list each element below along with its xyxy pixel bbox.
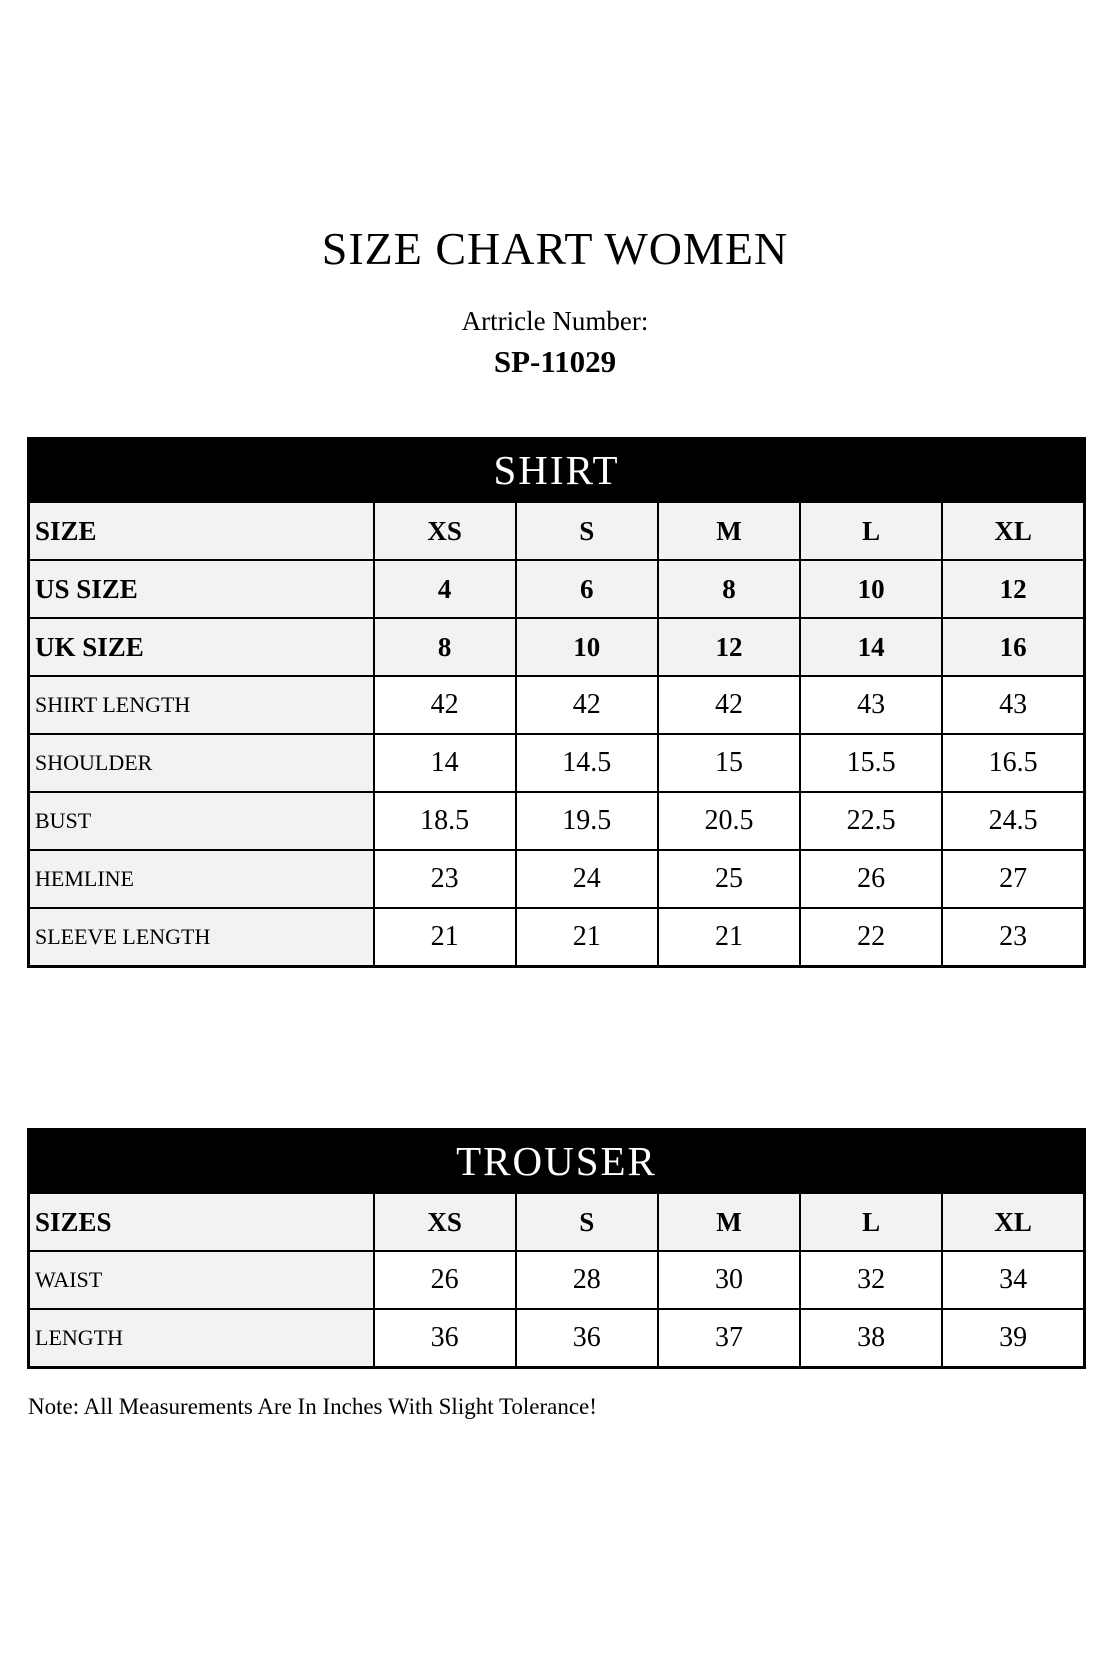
measurement-cell: 24.5: [942, 792, 1084, 850]
size-cell: S: [516, 1193, 658, 1252]
measurement-cell: 25: [658, 850, 800, 908]
measurement-cell: 28: [516, 1251, 658, 1309]
measurement-cell: 19.5: [516, 792, 658, 850]
table-row: [29, 502, 1085, 561]
row-label: SIZE: [29, 502, 374, 561]
measurements-note: Note: All Measurements Are In Inches With Slight Tolerance!: [28, 1394, 597, 1419]
measurement-cell: 14.5: [516, 734, 658, 792]
size-cell: M: [658, 1193, 800, 1252]
measurement-cell: 16.5: [942, 734, 1084, 792]
measurement-cell: 42: [374, 676, 516, 734]
size-cell: 14: [800, 618, 942, 676]
measurement-cell: 22.5: [800, 792, 942, 850]
row-label: SHOULDER: [29, 734, 374, 792]
measurement-cell: 26: [800, 850, 942, 908]
table-row: [29, 792, 1085, 850]
measurement-cell: 21: [658, 908, 800, 967]
measurement-cell: 21: [516, 908, 658, 967]
measurement-cell: 21: [374, 908, 516, 967]
size-cell: L: [800, 1193, 942, 1252]
size-cell: 10: [800, 560, 942, 618]
row-label: SHIRT LENGTH: [29, 676, 374, 734]
table-row: [29, 676, 1085, 734]
size-cell: XS: [374, 502, 516, 561]
measurement-cell: 43: [800, 676, 942, 734]
measurement-cell: 37: [658, 1309, 800, 1368]
size-cell: 12: [942, 560, 1084, 618]
measurement-cell: 22: [800, 908, 942, 967]
size-cell: 8: [374, 618, 516, 676]
measurement-cell: 15: [658, 734, 800, 792]
size-cell: XL: [942, 1193, 1084, 1252]
table-row: [29, 1309, 1085, 1368]
measurement-cell: 43: [942, 676, 1084, 734]
table-row: [29, 439, 1085, 502]
measurement-cell: 14: [374, 734, 516, 792]
measurement-cell: 38: [800, 1309, 942, 1368]
row-label: SLEEVE LENGTH: [29, 908, 374, 967]
shirt-size-table: [27, 437, 1086, 968]
size-cell: 10: [516, 618, 658, 676]
article-number-value: SP-11029: [493, 344, 617, 379]
row-label: UK SIZE: [29, 618, 374, 676]
size-cell: 4: [374, 560, 516, 618]
measurement-cell: 42: [658, 676, 800, 734]
size-cell: M: [658, 502, 800, 561]
size-cell: XL: [942, 502, 1084, 561]
shirt-table-title: SHIRT: [29, 439, 1085, 502]
table-row: [29, 850, 1085, 908]
measurement-cell: 30: [658, 1251, 800, 1309]
size-cell: L: [800, 502, 942, 561]
row-label: BUST: [29, 792, 374, 850]
trouser-size-table: [27, 1128, 1086, 1369]
table-row: [29, 908, 1085, 967]
measurement-cell: 26: [374, 1251, 516, 1309]
row-label: LENGTH: [29, 1309, 374, 1368]
measurement-cell: 18.5: [374, 792, 516, 850]
size-cell: 8: [658, 560, 800, 618]
row-label: HEMLINE: [29, 850, 374, 908]
measurement-cell: 20.5: [658, 792, 800, 850]
size-cell: 6: [516, 560, 658, 618]
measurement-cell: 23: [374, 850, 516, 908]
table-row: [29, 1193, 1085, 1252]
measurement-cell: 39: [942, 1309, 1084, 1368]
measurement-cell: 24: [516, 850, 658, 908]
table-row: [29, 1251, 1085, 1309]
size-cell: 16: [942, 618, 1084, 676]
measurement-cell: 36: [516, 1309, 658, 1368]
trouser-table-title: TROUSER: [29, 1130, 1085, 1193]
measurement-cell: 42: [516, 676, 658, 734]
article-number-label: Artricle Number:: [461, 306, 649, 336]
table-row: [29, 734, 1085, 792]
table-row: [29, 560, 1085, 618]
row-label: WAIST: [29, 1251, 374, 1309]
size-cell: XS: [374, 1193, 516, 1252]
measurement-cell: 27: [942, 850, 1084, 908]
measurement-cell: 34: [942, 1251, 1084, 1309]
row-label: SIZES: [29, 1193, 374, 1252]
measurement-cell: 23: [942, 908, 1084, 967]
page-title: SIZE CHART WOMEN: [321, 223, 789, 274]
table-row: [29, 1130, 1085, 1193]
measurement-cell: 32: [800, 1251, 942, 1309]
measurement-cell: 36: [374, 1309, 516, 1368]
table-row: [29, 618, 1085, 676]
row-label: US SIZE: [29, 560, 374, 618]
size-cell: S: [516, 502, 658, 561]
size-cell: 12: [658, 618, 800, 676]
measurement-cell: 15.5: [800, 734, 942, 792]
